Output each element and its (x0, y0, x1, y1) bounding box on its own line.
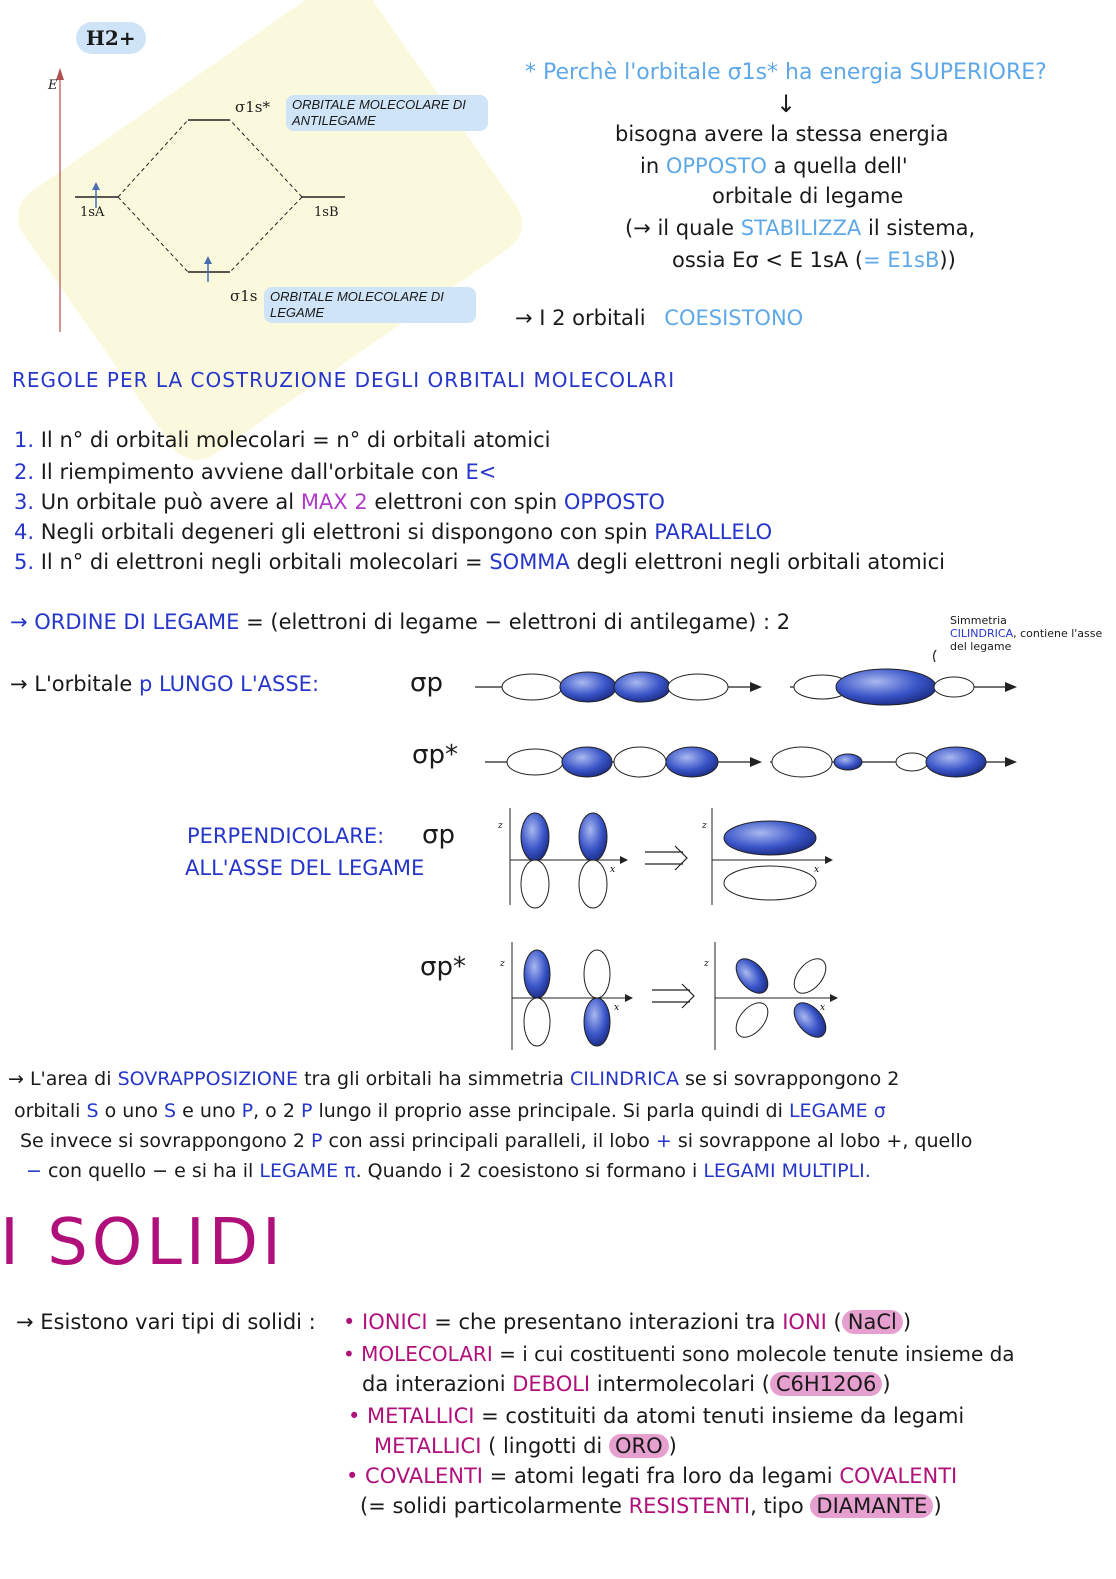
rule-2: 2. Il riempimento avviene dall'orbitale con E< (14, 460, 497, 484)
antibonding-note: ORBITALE MOLECOLARE DI ANTILEGAME (286, 95, 488, 131)
question-line5: ossia Eσ < E 1sA (= E1sB)) (672, 248, 956, 272)
sigma-p-star-label: σp* (412, 740, 458, 770)
solid-type-molecular: • MOLECOLARI = i cui costituenti sono molecole tenute insieme da (343, 1342, 1015, 1366)
p-along-axis-diagram (470, 650, 1110, 790)
coexist-line: → I 2 orbitali COESISTONO (515, 306, 804, 330)
overlap-line4: − con quello − e si ha il LEGAME π. Quando i 2 coesistono si formano i LEGAMI MULTIPLI. (26, 1160, 871, 1182)
svg-text:x: x (614, 1003, 620, 1013)
solids-title: I SOLIDI (0, 1206, 285, 1280)
rule-4: 4. Negli orbitali degeneri gli elettroni si dispongono con spin PARALLELO (14, 520, 773, 544)
rule-1: 1. Il n° di orbitali molecolari = n° di orbitali atomici (14, 428, 551, 452)
svg-text:x: x (814, 865, 820, 875)
question-title: * Perchè l'orbitale σ1s* ha energia SUPERIORE? (525, 60, 1047, 85)
svg-text:x: x (610, 865, 616, 875)
overlap-line1: → L'area di SOVRAPPOSIZIONE tra gli orbitali ha simmetria CILINDRICA se si sovrappongono 2 (8, 1068, 900, 1090)
rules-heading: REGOLE PER LA COSTRUZIONE DEGLI ORBITALI MOLECOLARI (12, 368, 676, 392)
pi-p-star-label: σp* (420, 952, 466, 982)
pi-p-label: σp (422, 820, 455, 850)
question-line4: (→ il quale STABILIZZA il sistema, (625, 216, 976, 240)
svg-text:z: z (498, 821, 503, 831)
svg-text:x: x (820, 1003, 826, 1013)
svg-text:z: z (704, 959, 709, 969)
p-perpendicular-diagram (490, 800, 850, 1060)
solid-type-metallic: • METALLICI = costituiti da atomi tenuti insieme da legami (348, 1404, 965, 1428)
left-atomic-label: 1sA (80, 205, 105, 220)
question-line2: in OPPOSTO a quella dell' (640, 154, 908, 178)
solids-intro: → Esistono vari tipi di solidi : (16, 1310, 316, 1334)
perpendicular-label-b: ALL'ASSE DEL LEGAME (185, 856, 425, 880)
bonding-note: ORBITALE MOLECOLARE DI LEGAME (264, 287, 476, 323)
rule-5: 5. Il n° di elettroni negli orbitali molecolari = SOMMA degli elettroni negli orbitali atomici (14, 550, 946, 574)
overlap-line2: orbitali S o uno S e uno P, o 2 P lungo il proprio asse principale. Si parla quindi di LEGAME σ (14, 1100, 886, 1122)
question-line3: orbitale di legame (712, 184, 904, 208)
bond-order-note: Simmetria CILINDRICA, contiene l'asse del legame (950, 614, 1103, 653)
axis-e-label: E (48, 78, 58, 93)
down-arrow: ↓ (776, 90, 797, 118)
bond-order-line: → ORDINE DI LEGAME = (elettroni di legame − elettroni di antilegame) : 2 (10, 610, 791, 634)
question-line1: bisogna avere la stessa energia (615, 122, 949, 146)
svg-text:z: z (702, 821, 707, 831)
rule-3: 3. Un orbitale può avere al MAX 2 elettroni con spin OPPOSTO (14, 490, 665, 514)
diagram-title: H2+ (76, 22, 146, 54)
antibonding-label: σ1s* (235, 98, 270, 116)
solid-type-covalent-2: (= solidi particolarmente RESISTENTI, tipo DIAMANTE ) (360, 1494, 942, 1518)
overlap-line3: Se invece si sovrappongono 2 P con assi principali paralleli, il lobo + si sovrappone al lobo +, quello (20, 1130, 973, 1152)
solid-type-metallic-2: METALLICI ( lingotti di ORO ) (374, 1434, 677, 1458)
solid-type-ionic: • IONICI = che presentano interazioni tra IONI ( NaCl ) (343, 1310, 912, 1334)
right-atomic-label: 1sB (314, 205, 339, 220)
perpendicular-label-a: PERPENDICOLARE: (187, 824, 385, 848)
sigma-p-label: σp (410, 668, 443, 698)
svg-text:z: z (500, 959, 505, 969)
solid-type-covalent: • COVALENTI = atomi legati fra loro da legami COVALENTI (346, 1464, 958, 1488)
along-axis-label: → L'orbitale p LUNGO L'ASSE: (10, 672, 320, 696)
solid-type-molecular-2: da interazioni DEBOLI intermolecolari ( C6H12O6 ) (362, 1372, 891, 1396)
bonding-label: σ1s (230, 287, 258, 305)
